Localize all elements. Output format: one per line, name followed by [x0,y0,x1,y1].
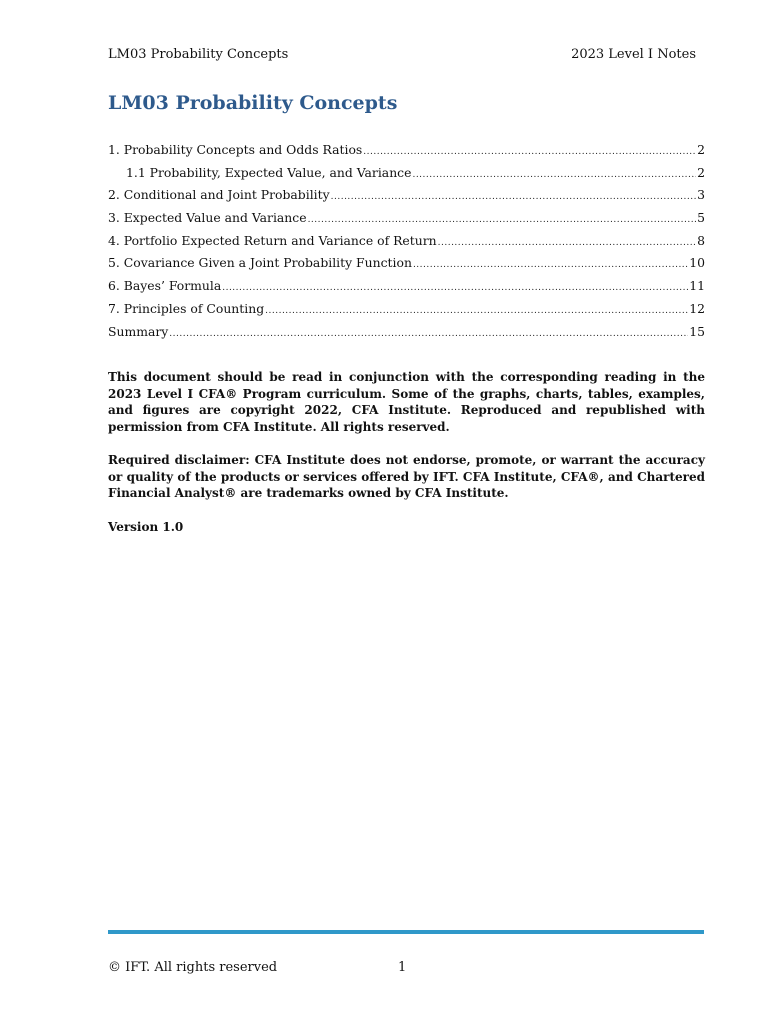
toc-entry[interactable] [108,324,705,347]
toc-leader-dots [363,147,696,157]
footer-divider [108,930,704,934]
intro-paragraph: This document should be read in conjunction with the corresponding reading in the 2023 Level I CFA® Program curriculum. Some of the graphs, charts, tables, examples, and figures are copyright 2022, CFA Institute. Reproduced and republished with permission from CFA Institute. All rights reserved. [108,370,705,434]
toc-entry-label: 1. Probability Concepts and Odds Ratios [108,142,363,157]
toc-entry-page: 10 [689,255,705,271]
toc-entry-label: 5. Covariance Given a Joint Probability Function [108,255,412,271]
toc-entry-label: 3. Expected Value and Variance [108,210,307,226]
toc-entry-page: 5 [697,210,705,226]
toc-entry[interactable] [108,233,705,256]
disclaimer-paragraph: Required disclaimer: CFA Institute does not endorse, promote, or warrant the accuracy or quality of the products or services offered by IFT. CFA Institute, CFA®, and Chartered Financial Analyst® are trademarks owned by CFA Institute. [108,453,705,500]
running-header [108,47,696,62]
toc-entry-page: 11 [689,278,705,294]
toc-entry-label: 1.1 Probability, Expected Value, and Variance [126,164,412,180]
toc-leader-dots [169,329,688,339]
toc-entry[interactable] [108,142,705,165]
toc-leader-dots [222,283,688,293]
toc-leader-dots [438,238,696,248]
toc-entry[interactable] [108,210,705,233]
header-left-title: LM03 Probability Concepts [108,47,289,62]
toc-entry-page: 12 [689,300,705,316]
footer-copyright: © IFT. All rights reserved [108,960,278,975]
page-title: LM03 Probability Concepts [108,92,398,114]
toc-entry[interactable] [108,187,705,210]
toc-entry[interactable] [108,255,705,278]
toc-leader-dots [412,170,696,180]
version-label: Version 1.0 [108,520,184,534]
header-right-title: 2023 Level I Notes [571,47,696,62]
toc-entry-label: 6. Bayes’ Formula [108,278,222,294]
table-of-contents [108,142,705,346]
toc-entry-label: 7. Principles of Counting [108,300,265,316]
toc-entry[interactable] [108,301,705,324]
toc-entry[interactable] [108,165,705,188]
toc-entry-label: Summary [108,323,169,339]
toc-entry-page: 8 [697,232,705,248]
page-number: 1 [398,960,407,975]
toc-entry-page: 2 [697,164,705,180]
toc-leader-dots [331,192,696,202]
toc-entry-label: 2. Conditional and Joint Probability [108,187,330,203]
toc-leader-dots [265,306,688,316]
toc-leader-dots [413,260,688,270]
toc-entry-page: 3 [697,187,705,203]
toc-entry-label: 4. Portfolio Expected Return and Variance of Return [108,232,437,248]
toc-entry-page: 15 [689,323,705,339]
toc-entry[interactable] [108,278,705,301]
toc-entry-page: 2 [697,142,705,157]
toc-leader-dots [308,215,697,225]
